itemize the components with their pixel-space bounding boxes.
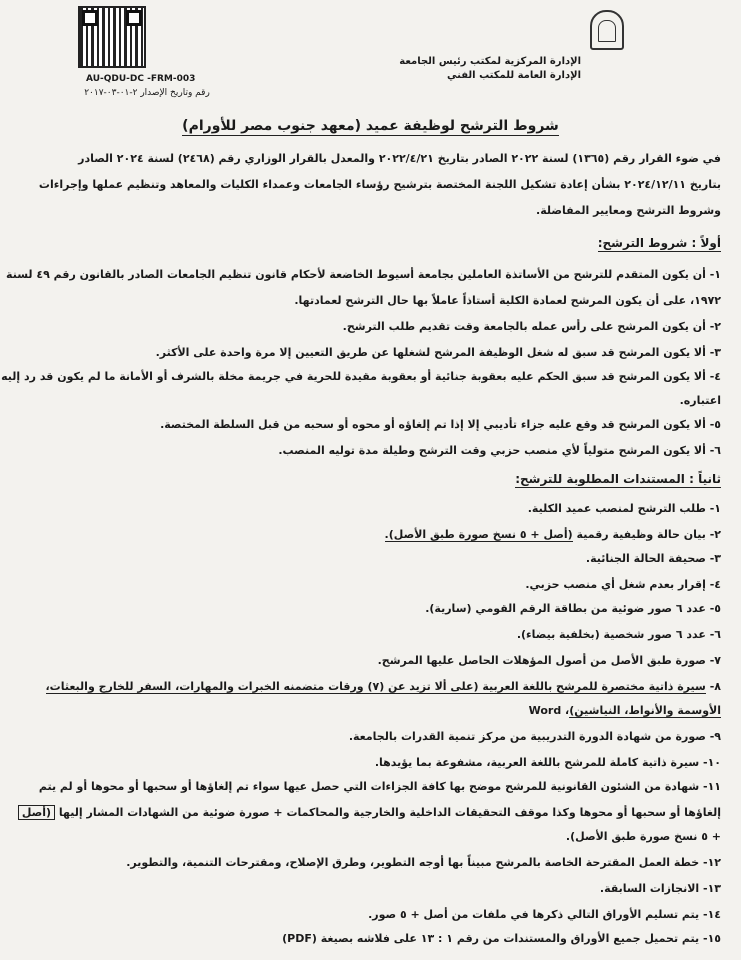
document-title [0,118,741,134]
intro-line-2: بتاريخ ٢٠٢٤/١٢/١١ بشأن إعادة تشكيل اللجنة المختصة بترشيح رؤساء الجامعات وعمداء الكليات والمعاهد وتنظيم عملها وإجراءات [38,178,721,191]
document-2-text: ٢- بيان حالة وظيفية رقمية [576,528,721,541]
document-11-line-2 [18,806,721,819]
document-header [0,0,741,110]
section-2-heading [515,472,721,486]
document-12: ١٢- خطة العمل المقترحة الخاصة بالمرشح مبيناً بها أوجه التطوير، وطرق الإصلاح، ومقترحات التنمية، والتطوير. [126,856,721,869]
document-8-word: ، Word [528,704,570,717]
condition-3: ٣- ألا يكون المرشح قد سبق له شغل الوظيفة المرشح لشغلها عن طريق التعيين إلا مرة واحدة على الأكثر. [155,346,721,359]
document-2-note: (أصل + ٥ نسخ صورة طبق الأصل). [384,528,573,541]
document-6: ٦- عدد ٦ صور شخصية (بخلفية بيضاء). [516,628,721,641]
document-5: ٥- عدد ٦ صور ضوئية من بطاقة الرقم القومي (سارية). [425,602,721,615]
document-11-line-3: + ٥ نسخ صورة طبق الأصل). [565,830,721,843]
document-8-text-1: سيرة ذاتية مختصرة للمرشح باللغة العربية (على ألا تزيد عن (٧) ورقات متضمنه الخبرات والمهارات، السفر للخارج والبعثات، [45,680,706,693]
condition-1-line-2: ١٩٧٢، على أن يكون المرشح لعمادة الكلية أستاذاً عاملاً بها حال الترشح لعمادتها. [294,294,721,307]
intro-line-1: في ضوء القرار رقم (١٣٦٥) لسنة ٢٠٢٢ الصادر بتاريخ ٢٠٢٢/٤/٢١ والمعدل بالقرار الوزاري رقم (٢٤٦٨) لسنة ٢٠٢٤ الصادر [78,152,721,165]
section-1-heading-text: أولاً : شروط الترشح: [597,236,721,250]
condition-2: ٢- أن يكون المرشح على رأس عمله بالجامعة وقت تقديم طلب الترشح. [342,320,721,333]
document-13: ١٣- الانجازات السابقة. [599,882,721,895]
condition-1-line-1: ١- أن يكون المتقدم للترشح من الأساتذة العاملين بجامعة أسيوط الخاضعة لأحكام قانون تنظيم الجامعات الصادر بالقانون رقم ٤٩ لسنة [6,268,721,281]
document-3: ٣- صحيفة الحالة الجنائية. [585,552,721,565]
document-15: ١٥- يتم تحميل جميع الأوراق والمستندات من رقم ١ : ١٣ على فلاشه بصيغة (PDF) [282,932,721,945]
document-8-line-1 [46,680,722,693]
document-8-number: ٨- [705,680,721,693]
document-title-text: شروط الترشح لوظيفة عميد (معهد جنوب مصر للأورام) [182,118,559,134]
document-11-line-1: ١١- شهادة من الشئون القانونية للمرشح موضح بها كافة الجزاءات التي حصل عيها سواء تم إلغاؤها أو سحبها أو محوها أو لم يتم [38,780,721,793]
section-2-heading-text: ثانياً : المستندات المطلوبة للترشح: [515,472,721,486]
org-line-1: الإدارة المركزية لمكتب رئيس الجامعة [399,56,581,67]
qr-code [78,6,146,68]
org-line-2: الإدارة العامة للمكتب الفني [447,70,581,81]
document-8-line-2 [529,704,721,717]
document-1: ١- طلب الترشح لمنصب عميد الكلية. [527,502,721,515]
document-4: ٤- إقرار بعدم شغل أي منصب حزبي. [525,578,721,591]
document-8-text-2: الأوسمة والأنواط، النياشين) [569,704,721,717]
issue-date-line: رقم وتاريخ الإصدار ٢-٠١-٠٣-٢٠١٧ [84,88,210,98]
section-1-heading [598,236,721,250]
document-2 [385,528,721,541]
document-11-text-2: إلغاؤها أو سحبها أو محوها وكذا موقف التحقيقات الداخلية والخارجية والمحاكمات + صورة ضوئية من الشهادات المشار إليها [58,806,721,819]
condition-6: ٦- ألا يكون المرشح متولياً لأي منصب حزبي وقت الترشح وطيلة مدة توليه المنصب. [278,444,721,457]
intro-line-3: وشروط الترشح ومعايير المفاضلة. [536,204,721,217]
form-code: AU-QDU-DC -FRM-003 [86,74,196,84]
document-14: ١٤- يتم تسليم الأوراق التالي ذكرها في ملفات من أصل + ٥ صور. [368,908,721,921]
condition-4-line-1: ٤- ألا يكون المرشح قد سبق الحكم عليه بعقوبة جنائية أو بعقوبة مقيدة للحرية في جريمة مخلة بالشرف أو الأمانة ما لم يكون قد رد إليه [1,370,721,383]
document-10: ١٠- سيرة ذاتية كاملة للمرشح باللغة العربية، مشفوعة بما يؤيدها. [374,756,721,769]
university-logo-icon [590,10,624,50]
condition-5: ٥- ألا يكون المرشح قد وقع عليه جزاء تأديبي إلا إذا تم إلغاؤه أو محوه أو سحبه من قبل السلطة المختصة. [160,418,721,431]
document-7: ٧- صورة طبق الأصل من أصول المؤهلات الحاصل عليها المرشح. [377,654,721,667]
document-9: ٩- صورة من شهادة الدورة التدريبية من مركز تنمية القدرات بالجامعة. [348,730,721,743]
condition-4-line-2: اعتباره. [679,394,721,407]
document-11-boxed: (أصل [18,805,55,820]
